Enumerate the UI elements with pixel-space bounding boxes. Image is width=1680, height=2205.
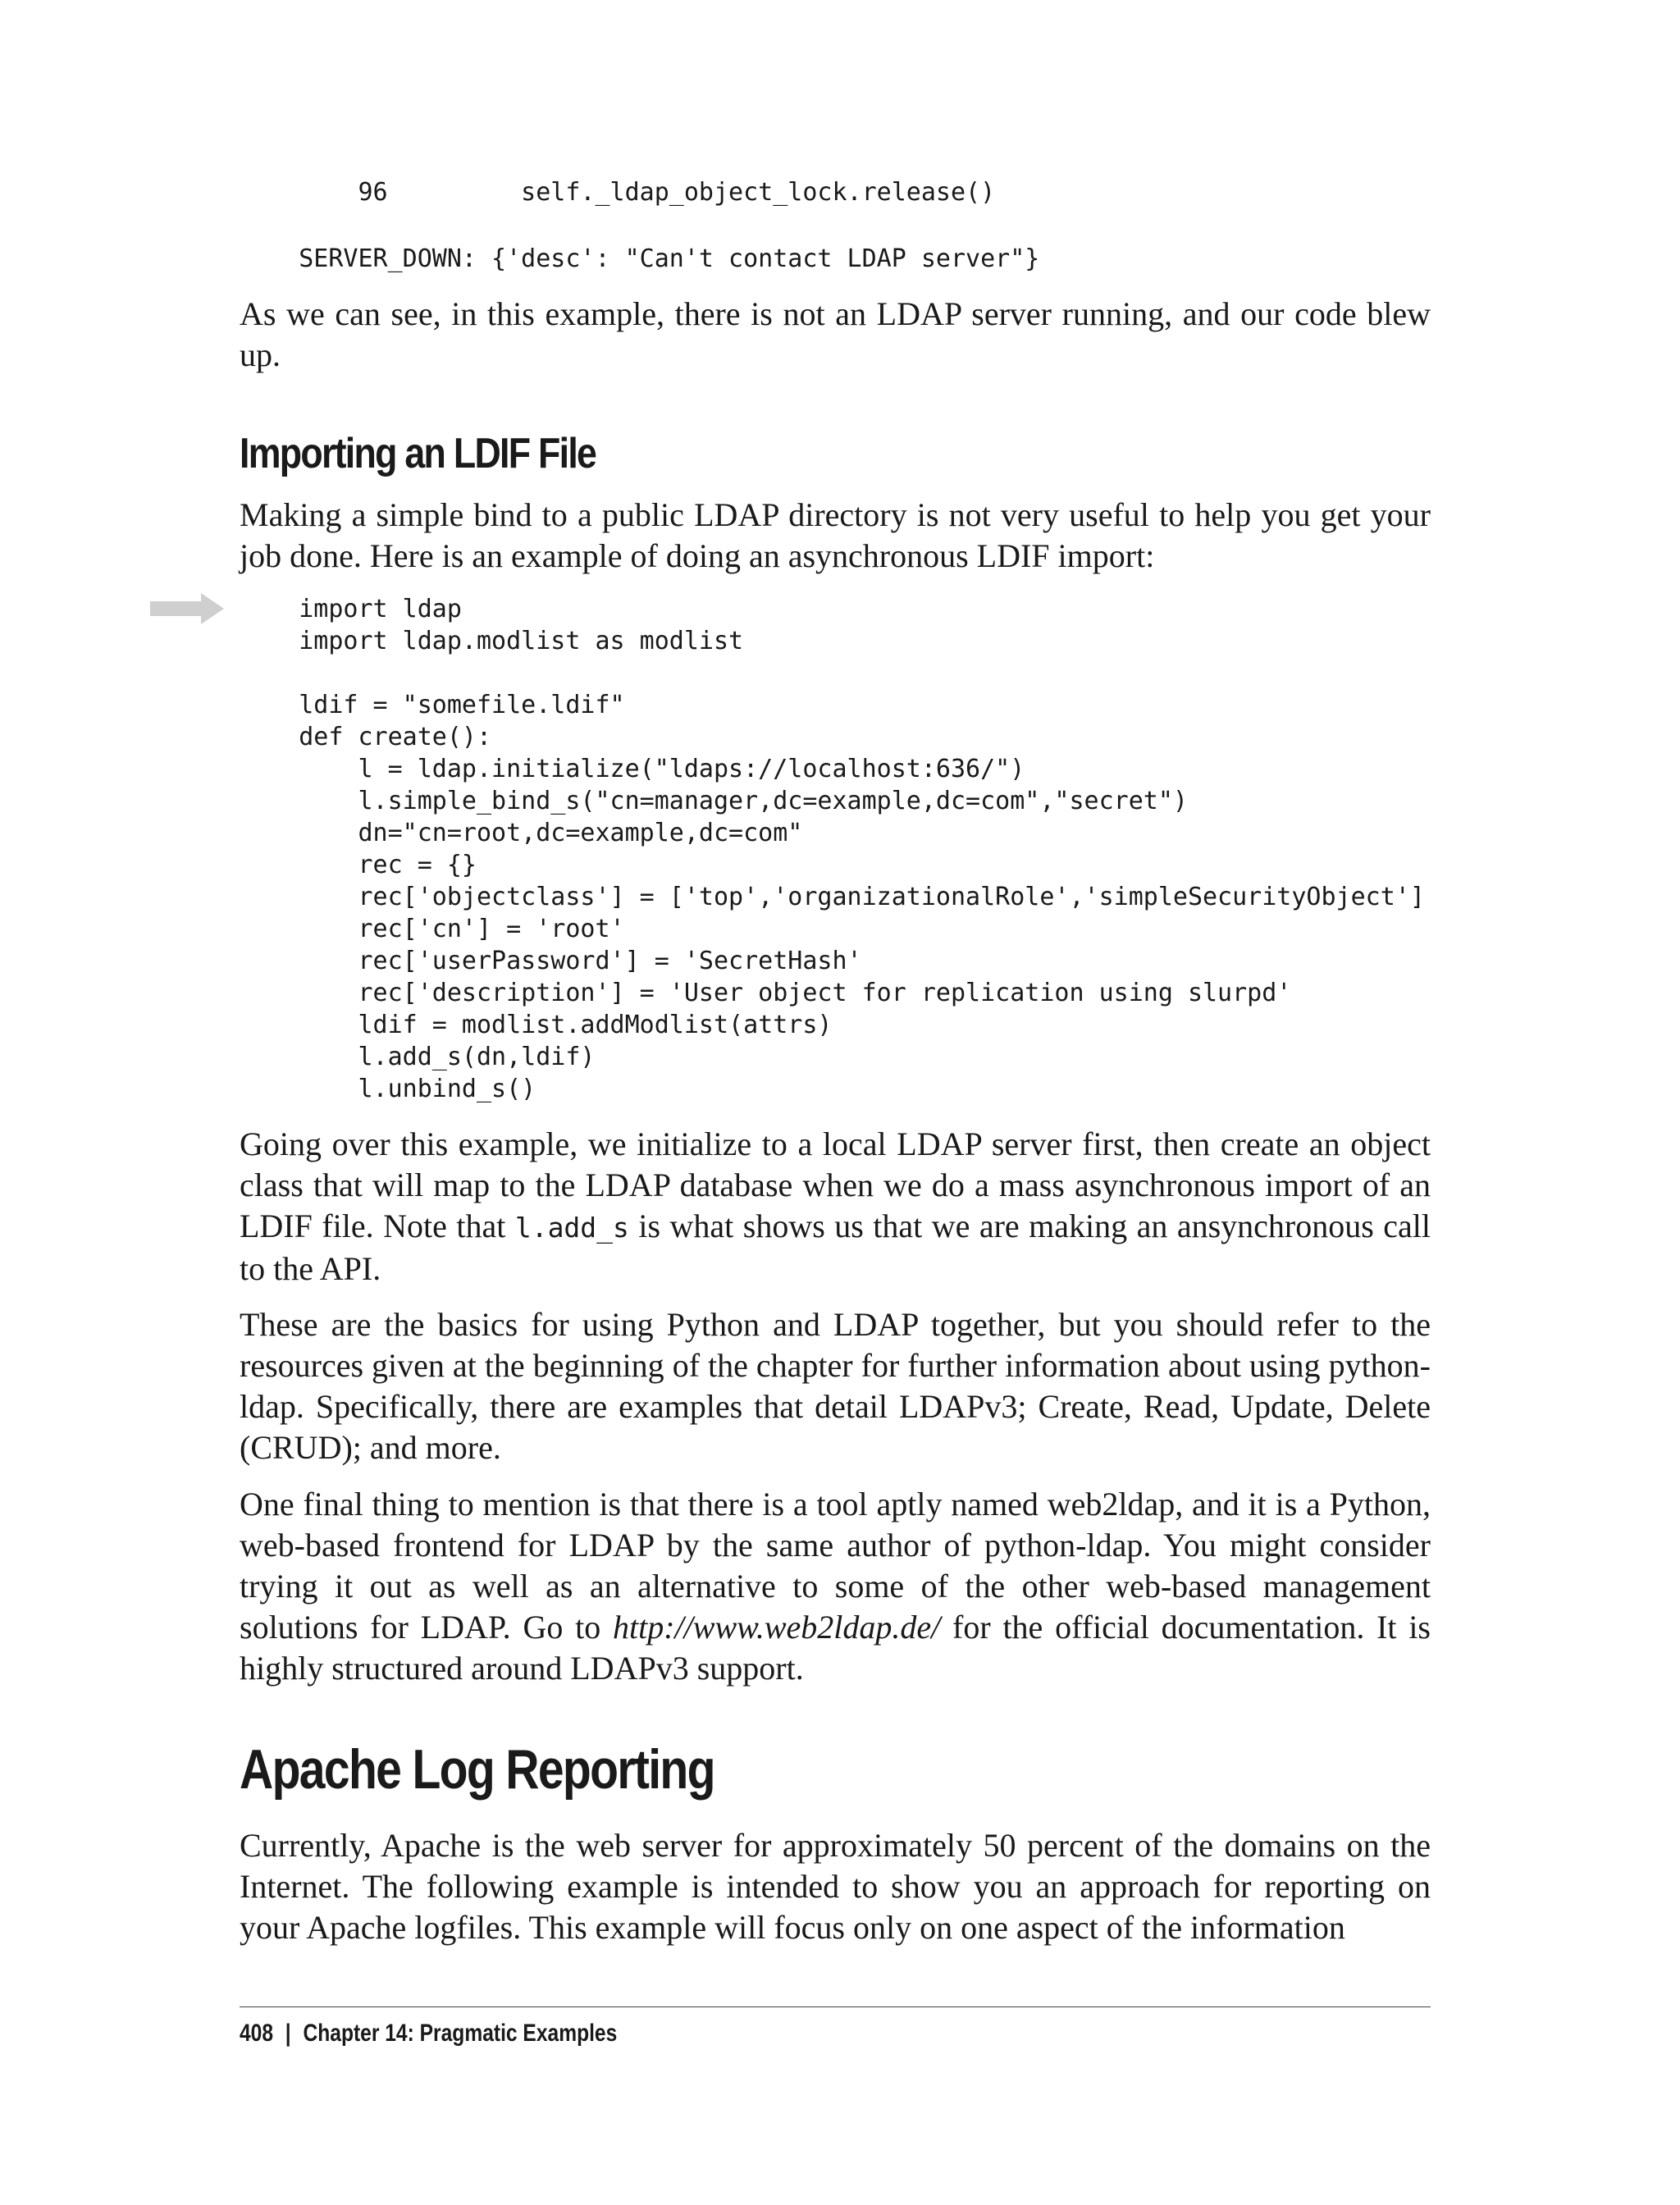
code-line-traceback: 96 self._ldap_object_lock.release() [240,178,996,207]
footer-separator: | [285,2020,291,2047]
paragraph-text: for the official documentation. It is highly structured around LDAPv3 support. [240,1609,1431,1687]
chapter-heading: Apache Log Reporting [240,1738,714,1801]
page-footer [240,2020,617,2048]
paragraph-basics: These are the basics for using Python and LDAP together, but you should refer to the resources given at the beginning of the chapter for further information about using python-ldap. Specifically, there are examples that detail LDAPv3; Create, Read, Update, Delete (CRUD); and more. [240,1306,1431,1466]
code-block-ldif-import: import ldap import ldap.modlist as modlist ldif = "somefile.ldif" def create(): l = ldap.initialize("ldaps://localhost:636/") l.simple_bind_s("cn=manager,dc=example,dc=com","secret") dn="cn=root,dc=example,dc=com" rec = {} rec['objectclass'] = ['top','organizationalRole','simpleSecurityObject'] rec['cn'] = 'root' rec['userPassword'] = 'SecretHash' rec['description'] = 'User object for replication using slurpd' ldif = modlist.addModlist(attrs) l.add_s(dn,ldif) l.unbind_s() [299,595,1425,1103]
paragraph-example-explanation [240,1124,1431,1290]
footer-divider [240,2006,1431,2007]
paragraph-text: One final thing to mention is that there is a tool aptly named web2ldap, and it is a Python, web-based frontend for LDAP by the same author of python-ldap. You might consider trying it out as well as an alternative to some of the other web-based management solutions for LDAP. Go to [240,1486,1431,1646]
paragraph-text: is what shows us that we are making an ansynchronous call to the API. [240,1208,1431,1287]
code-line-error: SERVER_DOWN: {'desc': "Can't contact LDAP server"} [240,244,1040,273]
paragraph-web2ldap [240,1484,1431,1689]
paragraph-apache-intro: Currently, Apache is the web server for approximately 50 percent of the domains on the Internet. The following example is intended to show you an approach for reporting on your Apache logfiles. This example will focus only on one aspect of the information [240,1827,1431,1946]
page-number: 408 [240,2020,274,2047]
web2ldap-link[interactable]: http://www.web2ldap.de/ [613,1609,941,1646]
arrow-right-icon [150,593,224,624]
paragraph-text: Going over this example, we initialize to a local LDAP server first, then create an object class that will map to the LDAP database when we do a mass asynchronous import of an LDIF file. Note that [240,1125,1431,1244]
chapter-title: Chapter 14: Pragmatic Examples [303,2020,618,2047]
section-heading: Importing an LDIF File [240,430,596,477]
paragraph-ldif-intro: Making a simple bind to a public LDAP directory is not very useful to help you get your job done. Here is an example of doing an asynchronous LDIF import: [240,496,1431,574]
paragraph-ldap-failure: As we can see, in this example, there is not an LDAP server running, and our code blew up. [240,295,1431,373]
inline-code: l.add_s [514,1212,629,1244]
